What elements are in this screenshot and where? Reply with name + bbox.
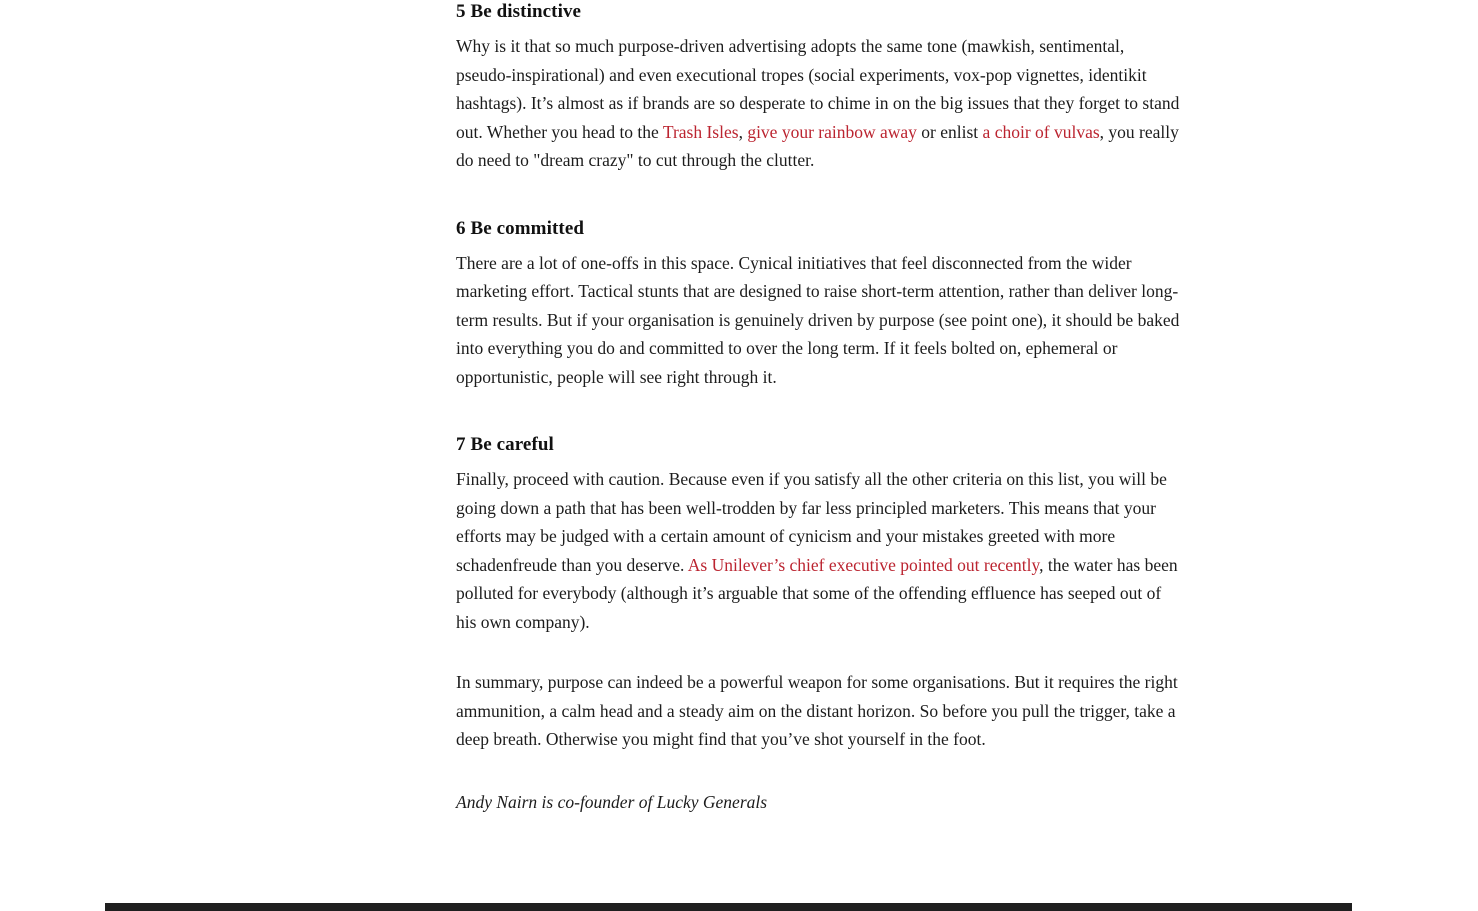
section-paragraph: Why is it that so much purpose-driven advertising adopts the same tone (mawkish, sentimental, pseudo-inspirational) and even executional tropes (social experiments, vox-pop vignettes, identikit hashtags). It’s almost as if brands are so desperate to chime in on the big issues that they forget to stand out. Whether you head to the Trash Isles, give your rainbow away or enlist a choir of vulvas, you really do need to "dream crazy" to cut through the clutter. bbox=[456, 36, 1180, 170]
summary-paragraph: In summary, purpose can indeed be a powerful weapon for some organisations. But it requires the right ammunition, a calm head and a steady aim on the distant horizon. So before you pull the trigger, take a deep breath. Otherwise you might find that you’ve shot yourself in the foot. bbox=[456, 672, 1178, 749]
link-a-choir-of-vulvas[interactable]: a choir of vulvas bbox=[982, 121, 1100, 142]
link-give-your-rainbow-away[interactable]: give your rainbow away bbox=[747, 121, 917, 142]
link-unilever-chief-executive[interactable]: As Unilever’s chief executive pointed out recently bbox=[687, 554, 1040, 575]
article-body bbox=[456, 0, 1184, 816]
section-heading: 7 Be careful bbox=[456, 434, 554, 455]
section-paragraph: Finally, proceed with caution. Because even if you satisfy all the other criteria on this list, you will be going down a path that has been well-trodden by far less principled marketers. This means that your efforts may be judged with a certain amount of cynicism and your mistakes greeted with more schadenfreude than you deserve. As Unilever’s chief executive pointed out recently, the water has been polluted for everybody (although it’s arguable that some of the offending effluence has seeped out of his own company). bbox=[456, 469, 1178, 632]
section-heading: 6 Be committed bbox=[456, 217, 585, 239]
section-be-distinctive bbox=[456, 0, 1184, 175]
next-section-top-edge bbox=[105, 903, 1352, 911]
link-trash-isles[interactable]: Trash Isles bbox=[662, 121, 739, 142]
section-be-committed bbox=[456, 217, 1184, 392]
section-be-careful bbox=[456, 433, 1184, 754]
section-heading: 5 Be distinctive bbox=[456, 1, 582, 22]
section-paragraph: There are a lot of one-offs in this space. Cynical initiatives that feel disconnected from the wider marketing effort. Tactical stunts that are designed to raise short-term attention, rather than deliver long-term results. But if your organisation is genuinely driven by purpose (see point one), it should be baked into everything you do and committed to over the long term. If it feels bolted on, ephemeral or opportunistic, people will see right through it. bbox=[456, 252, 1180, 387]
author-byline: Andy Nairn is co-founder of Lucky Generals bbox=[456, 791, 768, 812]
